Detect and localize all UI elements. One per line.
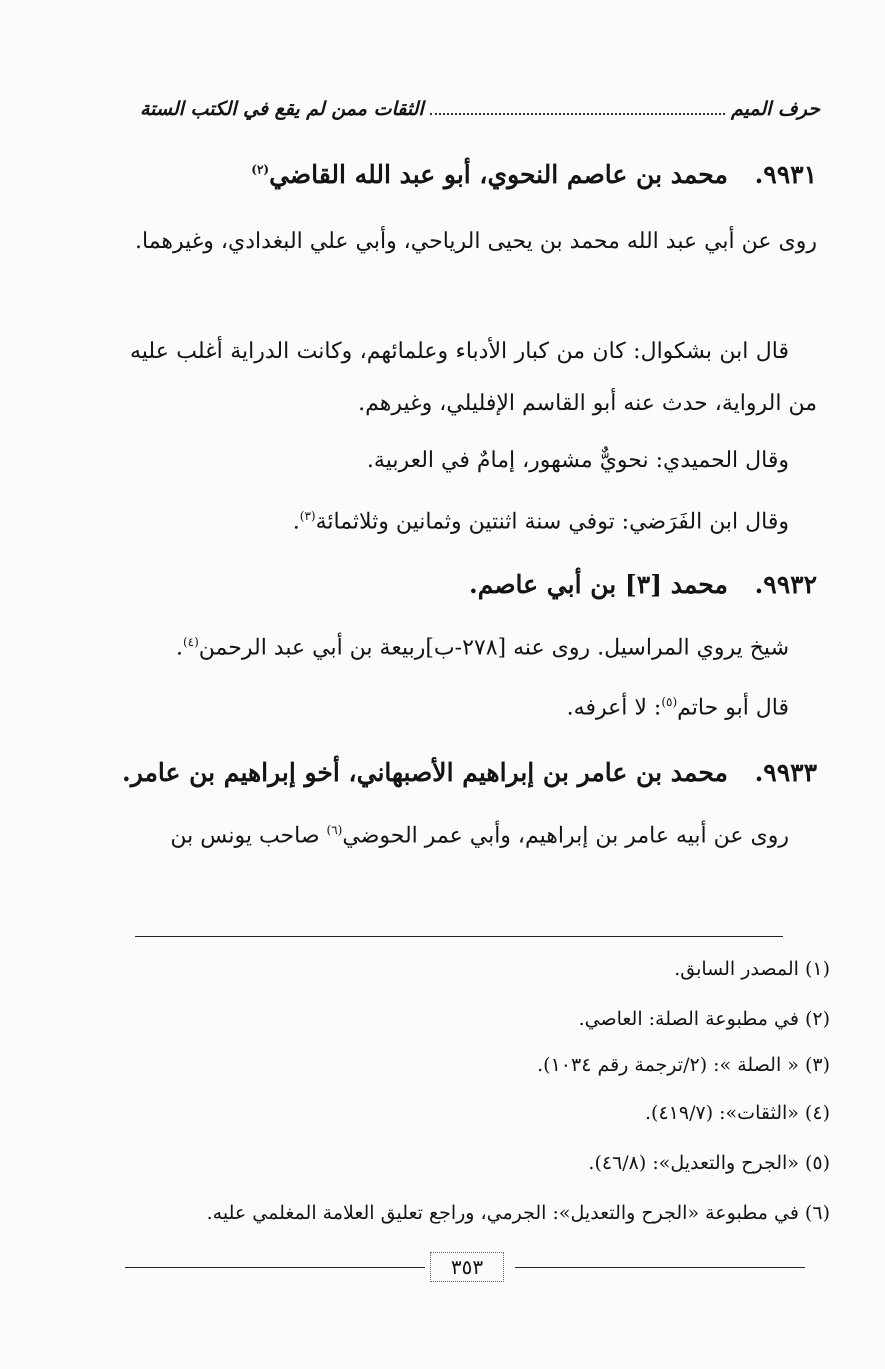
footnote-ref: (٦) [326,823,343,837]
footnote: (١) المصدر السابق. [674,958,830,980]
footnote: (٣) « الصلة »: (٢/ترجمة رقم ١٠٣٤). [537,1054,830,1076]
paragraph: شيخ يروي المراسيل. روى عنه [٢٧٨-ب]ربيعة بن أبي عبد الرحمن$^{(٤)}$. [175,635,789,661]
entry-title [140,160,817,189]
entry-title [121,758,817,787]
running-head-chapter: حرف الميم [731,98,820,120]
footnote-ref: (٤) [182,635,199,649]
entry-number: ٩٩٣١. [754,160,817,189]
entry-number: ٩٩٣٣. [754,758,817,787]
entry-number: ٩٩٣٢. [754,570,817,599]
footnote: (٢) في مطبوعة الصلة: العاصي. [578,1008,830,1030]
entry-name: محمد [٣] بن أبي عاصم. [468,570,728,599]
paragraph: وقال ابن الفَرَضي: توفي سنة اثنتين وثمانين وثلاثمائة$^{(٣)}$. [292,509,789,535]
footnote: (٦) في مطبوعة «الجرح والتعديل»: الجرمي، وراجع تعليق العلامة المغلمي عليه. [206,1202,830,1224]
paragraph: قال ابن بشكوال: كان من كبار الأدباء وعلمائهم، وكانت الدراية أغلب عليه من الرواية، حدث عنه أبو القاسم الإفليلي، وغيرهم. [130,339,817,416]
running-head [140,98,820,120]
running-head-dots [430,99,725,115]
entry-name: محمد بن عامر بن إبراهيم الأصبهاني، أخو إبراهيم بن عامر. [121,758,728,787]
paragraph: قال أبو حاتم$^{(٥)}$: لا أعرفه. [566,695,789,721]
entry-title [140,570,817,599]
page-number-rule-right [515,1267,805,1268]
running-head-book: الثقات ممن لم يقع في الكتب الستة [140,98,424,120]
page-number-area [125,1252,805,1282]
footnote-separator [135,936,783,937]
paragraph: روى عن أبيه عامر بن إبراهيم، وأبي عمر الحوضي$^{(٦)}$ صاحب يونس بن [170,823,789,849]
entry-name: محمد بن عاصم النحوي، أبو عبد الله القاضي [269,160,728,189]
page-number: ٣٥٣ [430,1252,504,1282]
footnote-ref: (٥) [661,695,678,709]
paragraph: روى عن أبي عبد الله محمد بن يحيى الرياحي، وأبي علي البغدادي، وغيرهما. [135,229,817,254]
footnote: (٥) «الجرح والتعديل»: (٤٦/٨). [588,1152,830,1174]
paragraph: وقال الحميدي: نحويٌّ مشهور، إمامٌ في العربية. [366,448,789,473]
footnote-ref: (٣) [299,509,316,523]
footnote-ref: (٢) [251,162,270,177]
page-number-rule-left [125,1267,425,1268]
footnote: (٤) «الثقات»: (٤١٩/٧). [645,1102,830,1124]
